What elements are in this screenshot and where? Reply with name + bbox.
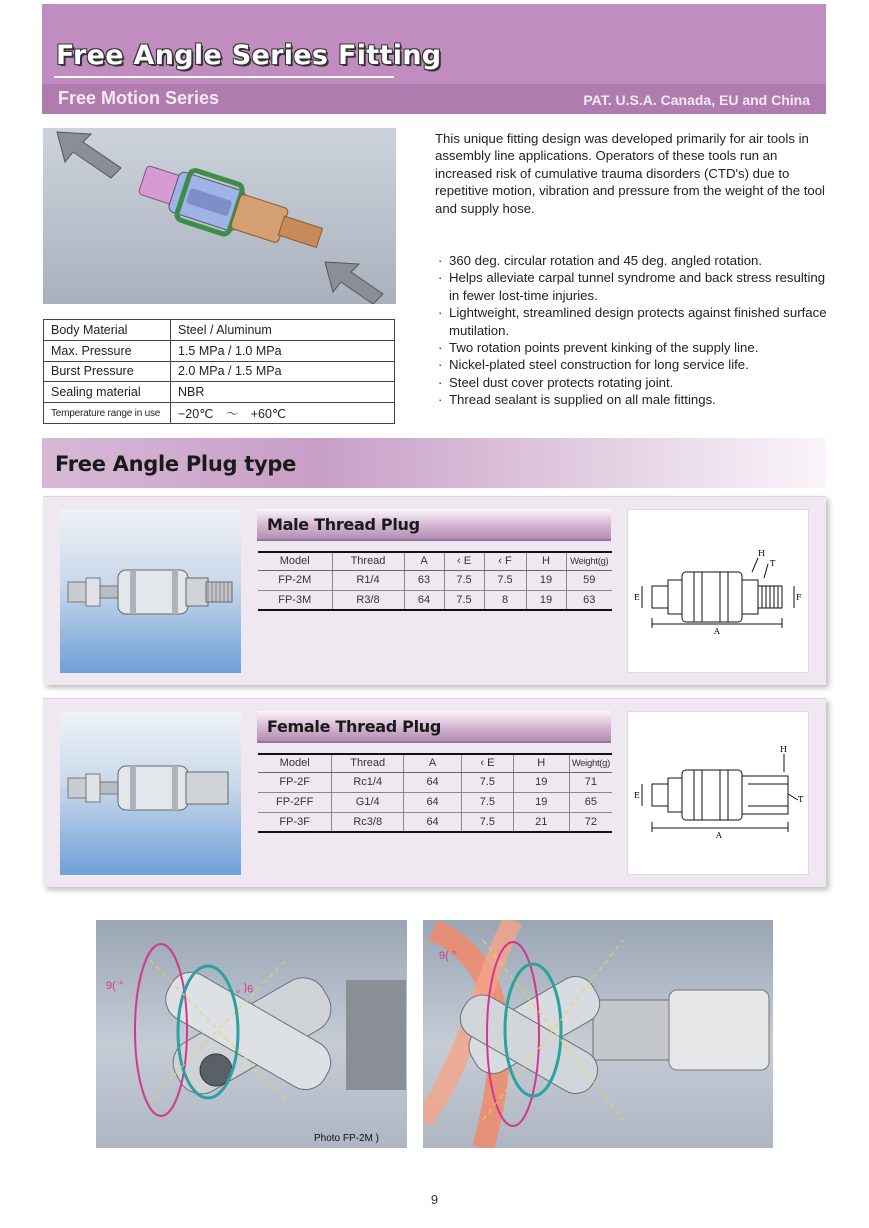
feature-list — [437, 252, 827, 409]
column-header: ‹ E — [444, 552, 484, 570]
spec-row — [44, 403, 395, 424]
dim-label-e: E — [634, 593, 640, 602]
spec-value: −20℃ ～ +60℃ — [171, 403, 395, 424]
table-cell: 7.5 — [484, 570, 526, 590]
rotation-label: 9( ° — [236, 982, 254, 994]
table-row — [258, 812, 612, 832]
dim-label-e: E — [634, 791, 640, 800]
table-cell: 8 — [484, 590, 526, 610]
column-header: Model — [258, 754, 332, 772]
feature-item: · Nickel-plated steel construction for long service life. — [437, 356, 827, 373]
feature-item: · Helps alleviate carpal tunnel syndrome and back stress resulting in fewer lost-time injuries. — [437, 269, 827, 304]
female-thread-panel — [43, 698, 826, 887]
table-cell: 63 — [566, 590, 612, 610]
feature-item: · Lightweight, streamlined design protects against finished surface mutilation. — [437, 304, 827, 339]
spec-table — [43, 319, 395, 424]
column-header: Weight(g) — [566, 552, 612, 570]
dim-label-a: A — [716, 831, 722, 840]
table-cell: G1/4 — [332, 792, 404, 812]
male-plug-photo — [60, 510, 241, 673]
female-table-title: Female Thread Plug — [267, 717, 442, 736]
column-header: Weight(g) — [569, 754, 612, 772]
table-header-row — [258, 552, 612, 570]
table-cell: 64 — [404, 812, 462, 832]
dim-label-h: H — [780, 745, 787, 754]
female-spec-table — [258, 753, 612, 833]
feature-item: · 360 deg. circular rotation and 45 deg. angled rotation. — [437, 252, 827, 269]
male-spec-table — [258, 551, 612, 611]
table-cell: FP-2M — [258, 570, 332, 590]
female-dimension-drawing — [627, 711, 809, 875]
rotation-photo-right — [423, 920, 773, 1148]
title-underline — [54, 76, 394, 78]
male-thread-panel — [43, 496, 826, 685]
column-header: A — [404, 552, 444, 570]
fitting-cutaway-image — [43, 128, 396, 304]
column-header: ‹ F — [484, 552, 526, 570]
column-header: Thread — [332, 754, 404, 772]
table-row — [258, 792, 612, 812]
spec-value: NBR — [171, 382, 395, 403]
page-title: Free Angle Series Fitting — [56, 40, 442, 71]
feature-item: · Steel dust cover protects rotating joint. — [437, 374, 827, 391]
table-cell: 7.5 — [444, 590, 484, 610]
table-header-row — [258, 754, 612, 772]
spec-label: Temperature range in use — [44, 403, 171, 424]
table-cell: 72 — [569, 812, 612, 832]
column-header: H — [513, 754, 569, 772]
spec-value: 2.0 MPa / 1.5 MPa — [171, 361, 395, 382]
rotation-label: 9( ° — [106, 980, 124, 992]
column-header: ‹ E — [461, 754, 513, 772]
arrow-up-left-icon — [325, 262, 383, 304]
table-cell: 71 — [569, 772, 612, 792]
rotation-label: 9( ° — [439, 950, 457, 962]
dim-label-a: A — [714, 627, 720, 636]
subheader-bar — [42, 84, 826, 114]
male-title-band — [257, 509, 611, 541]
spec-row — [44, 382, 395, 403]
column-header: A — [404, 754, 462, 772]
feature-item: · Two rotation points prevent kinking of the supply line. — [437, 339, 827, 356]
table-cell: 65 — [569, 792, 612, 812]
table-cell: 64 — [404, 772, 462, 792]
table-cell: 7.5 — [444, 570, 484, 590]
table-cell: 7.5 — [461, 812, 513, 832]
table-cell: R1/4 — [332, 570, 404, 590]
table-cell: Rc3/8 — [332, 812, 404, 832]
series-subtitle: Free Motion Series — [58, 88, 220, 108]
table-cell: 19 — [513, 772, 569, 792]
page-header — [42, 4, 826, 114]
male-table-title: Male Thread Plug — [267, 515, 420, 534]
feature-item: · Thread sealant is supplied on all male fittings. — [437, 391, 827, 408]
spec-label: Burst Pressure — [44, 361, 171, 382]
table-cell: 19 — [526, 570, 566, 590]
table-row — [258, 570, 612, 590]
table-cell: FP-2F — [258, 772, 332, 792]
photo-caption: Photo FP-2M ) — [313, 1133, 379, 1144]
spec-label: Sealing material — [44, 382, 171, 403]
table-cell: FP-3F — [258, 812, 332, 832]
female-plug-photo — [60, 712, 241, 875]
arrow-up-left-icon — [57, 132, 121, 178]
column-header: Model — [258, 552, 332, 570]
table-cell: 21 — [513, 812, 569, 832]
description-paragraph: This unique fitting design was developed primarily for air tools in assembly line applications. Operators of these tools run an increased risk of cumulative trauma disorders (CTD's) due to repetitive motion, vibration and pressure from the weight of the tool and supply hose. — [435, 131, 825, 216]
page-number: 9 — [430, 1192, 439, 1207]
table-cell: 59 — [566, 570, 612, 590]
spec-value: Steel / Aluminum — [171, 320, 395, 341]
section-header — [42, 438, 826, 488]
column-header: H — [526, 552, 566, 570]
table-cell: R3/8 — [332, 590, 404, 610]
section-title: Free Angle Plug type — [55, 452, 297, 476]
table-cell: FP-3M — [258, 590, 332, 610]
table-row — [258, 772, 612, 792]
female-title-band — [257, 711, 611, 743]
spec-label: Max. Pressure — [44, 340, 171, 361]
rotation-photo-left — [96, 920, 407, 1148]
dim-label-t: T — [798, 795, 804, 804]
table-cell: Rc1/4 — [332, 772, 404, 792]
table-cell: 63 — [404, 570, 444, 590]
dim-label-f: F — [796, 593, 802, 602]
spec-label: Body Material — [44, 320, 171, 341]
spec-value: 1.5 MPa / 1.0 MPa — [171, 340, 395, 361]
male-dimension-drawing — [627, 509, 809, 673]
table-row — [258, 590, 612, 610]
table-cell: 7.5 — [461, 792, 513, 812]
table-cell: FP-2FF — [258, 792, 332, 812]
table-cell: 19 — [526, 590, 566, 610]
table-cell: 64 — [404, 590, 444, 610]
table-cell: 19 — [513, 792, 569, 812]
spec-row — [44, 320, 395, 341]
table-cell: 64 — [404, 792, 462, 812]
column-header: Thread — [332, 552, 404, 570]
dim-label-h: H — [758, 549, 765, 558]
spec-row — [44, 340, 395, 361]
spec-row — [44, 361, 395, 382]
dim-label-t: T — [770, 559, 776, 568]
table-cell: 7.5 — [461, 772, 513, 792]
patent-note: PAT. U.S.A. Canada, EU and China — [583, 92, 810, 108]
